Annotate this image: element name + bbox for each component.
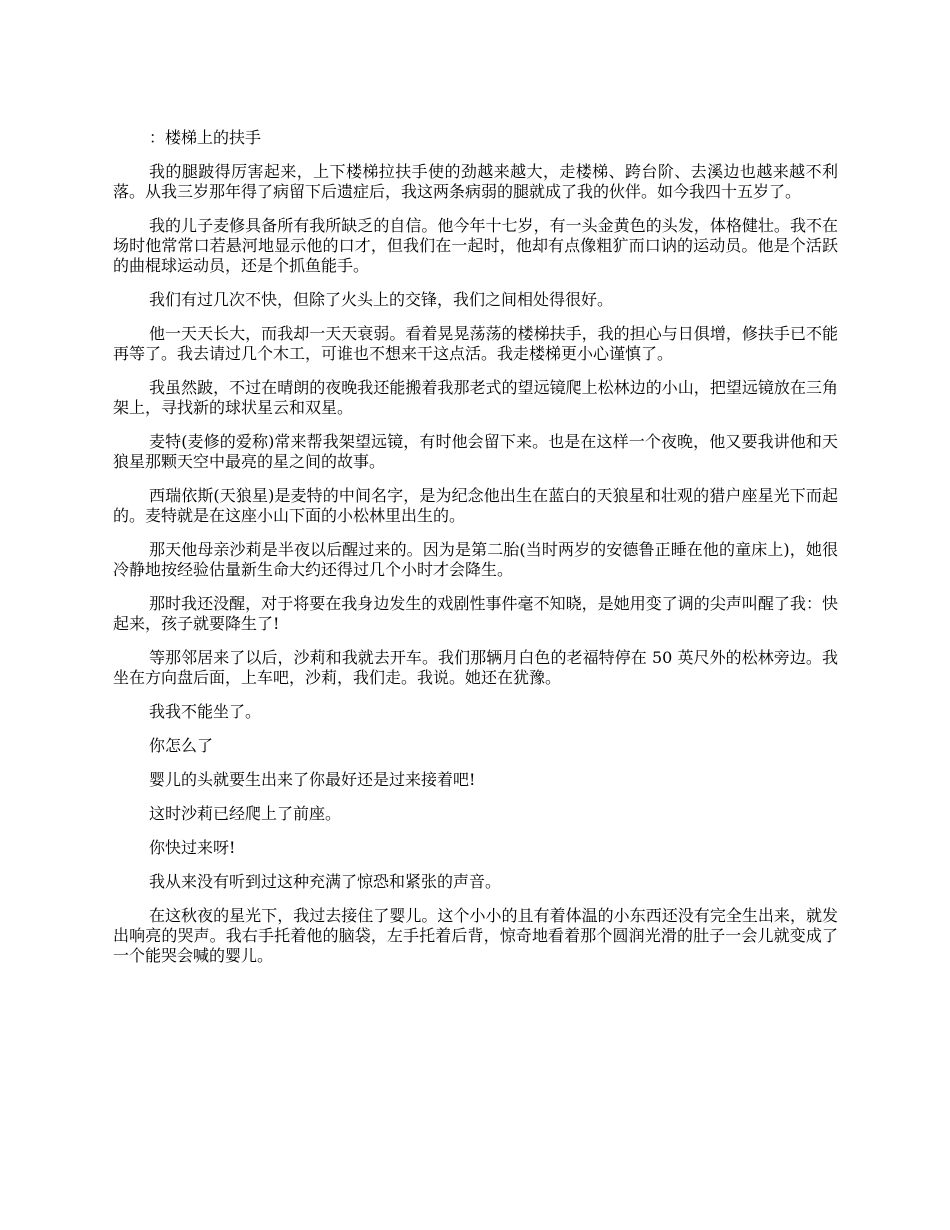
document-title: ：楼梯上的扶手 — [149, 128, 262, 147]
paragraph: 那时我还没醒，对于将要在我身边发生的戏剧性事件毫不知晓，是她用变了调的尖声叫醒了我：快起来，孩子就要降生了! — [113, 594, 838, 633]
paragraph: 他一天天长大，而我却一天天衰弱。看着晃晃荡荡的楼梯扶手，我的担心与日俱增，修扶手已不能再等了。我去请过几个木工，可谁也不想来干这点活。我走楼梯更小心谨慎了。 — [113, 324, 838, 363]
document-page — [113, 128, 838, 980]
paragraph: 我的儿子麦修具备所有我所缺乏的自信。他今年十七岁，有一头金黄色的头发，体格健壮。我不在场时他常常口若悬河地显示他的口才，但我们在一起时，他却有点像粗犷而口讷的运动员。他是个活跃的曲棍球运动员，还是个抓鱼能手。 — [113, 216, 838, 275]
paragraph: 等那邻居来了以后，沙莉和我就去开车。我们那辆月白色的老福特停在 50 英尺外的松林旁边。我坐在方向盘后面，上车吧，沙莉，我们走。我说。她还在犹豫。 — [113, 648, 838, 687]
paragraph: 我们有过几次不快，但除了火头上的交锋，我们之间相处得很好。 — [149, 290, 614, 309]
paragraph: 你怎么了 — [149, 736, 214, 755]
paragraph: 那天他母亲沙莉是半夜以后醒过来的。因为是第二胎(当时两岁的安德鲁正睡在他的童床上)，她很冷静地按经验估量新生命大约还得过几个小时才会降生。 — [113, 540, 838, 579]
paragraph: 婴儿的头就要生出来了你最好还是过来接着吧! — [149, 770, 476, 789]
paragraph: 我我不能坐了。 — [149, 702, 262, 721]
paragraph: 我的腿跛得厉害起来，上下楼梯拉扶手使的劲越来越大，走楼梯、跨台阶、去溪边也越来越不利落。从我三岁那年得了病留下后遗症后，我这两条病弱的腿就成了我的伙伴。如今我四十五岁了。 — [113, 162, 838, 201]
paragraph: 麦特(麦修的爱称)常来帮我架望远镜，有时他会留下来。也是在这样一个夜晚，他又要我讲他和天狼星那颗天空中最亮的星之间的故事。 — [113, 432, 838, 471]
paragraph: 我从来没有听到过这种充满了惊恐和紧张的声音。 — [149, 872, 502, 891]
paragraph: 我虽然跛，不过在晴朗的夜晚我还能搬着我那老式的望远镜爬上松林边的小山，把望远镜放在三角架上，寻找新的球状星云和双星。 — [113, 378, 838, 417]
paragraph: 西瑞依斯(天狼星)是麦特的中间名字，是为纪念他出生在蓝白的天狼星和壮观的猎户座星光下而起的。麦特就是在这座小山下面的小松林里出生的。 — [113, 486, 838, 525]
paragraph: 你快过来呀! — [149, 838, 236, 857]
paragraph: 在这秋夜的星光下，我过去接住了婴儿。这个小小的且有着体温的小东西还没有完全生出来，就发出响亮的哭声。我右手托着他的脑袋，左手托着后背，惊奇地看着那个圆润光滑的肚子一会儿就变成了一个能哭会喊的婴儿。 — [113, 906, 838, 965]
paragraph: 这时沙莉已经爬上了前座。 — [149, 804, 342, 823]
